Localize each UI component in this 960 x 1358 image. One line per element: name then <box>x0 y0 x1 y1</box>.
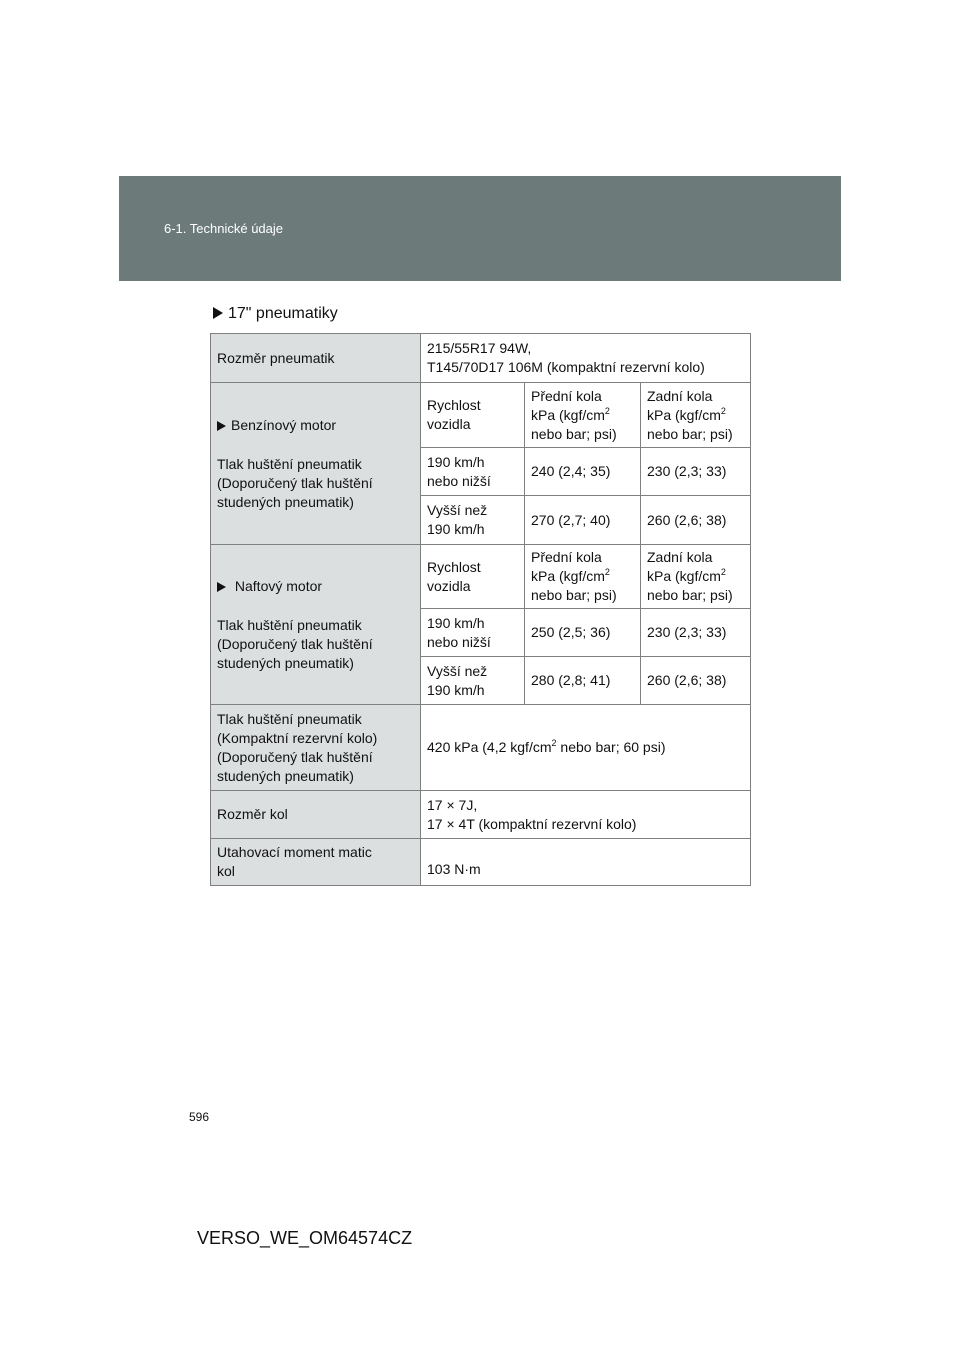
torque-label-line: kol <box>217 863 235 879</box>
front-header-line: kPa (kgf/cm <box>531 406 605 423</box>
rear-header <box>641 545 751 609</box>
spare-label-line: (Kompaktní rezervní kolo) <box>217 729 378 746</box>
spare-value-text: 420 kPa (4,2 kgf/cm <box>427 739 552 755</box>
superscript: 2 <box>604 567 610 577</box>
speed-low-line: 190 km/h <box>427 453 485 470</box>
diesel-high-rear: 260 (2,6; 38) <box>641 657 751 705</box>
pressure-label-line: Tlak huštění pneumatik <box>217 616 362 633</box>
superscript: 2 <box>551 738 557 748</box>
petrol-low-rear: 230 (2,3; 33) <box>641 448 751 496</box>
speed-high <box>421 496 525 545</box>
pressure-label-line: (Doporučený tlak huštění <box>217 635 373 652</box>
speed-high-line: Vyšší než <box>427 662 488 679</box>
superscript: 2 <box>604 405 610 416</box>
petrol-pressure-label <box>211 383 421 545</box>
speed-high-line: Vyšší než <box>427 502 488 518</box>
rear-header-line: nebo bar; psi) <box>647 587 733 603</box>
diesel-high-front: 280 (2,8; 41) <box>525 657 641 705</box>
petrol-low-front: 240 (2,4; 35) <box>525 448 641 496</box>
diesel-engine-title: Naftový motor <box>234 577 323 594</box>
header-band <box>119 176 841 281</box>
wheel-size-value <box>421 791 751 839</box>
rear-header-line: kPa (kgf/cm <box>647 568 721 584</box>
rear-header-line: Zadní kola <box>647 387 713 404</box>
tire-size-line-2: T145/70D17 106M (kompaktní rezervní kolo) <box>427 359 705 375</box>
superscript: 2 <box>720 567 726 577</box>
speed-low-line: nebo nižší <box>427 633 491 650</box>
spare-label-line: (Doporučený tlak huštění <box>217 748 373 765</box>
front-header-line: nebo bar; psi) <box>531 425 617 442</box>
speed-high-line: 190 km/h <box>427 681 485 698</box>
triangle-bullet-icon <box>217 421 226 431</box>
spare-label-line: studených pneumatik) <box>217 767 354 784</box>
rear-header-line: kPa (kgf/cm <box>647 406 721 423</box>
speed-high-line: 190 km/h <box>427 521 485 537</box>
spare-label-line: Tlak huštění pneumatik <box>217 710 362 727</box>
front-header <box>525 545 641 609</box>
table-row <box>211 839 751 886</box>
page-number: 596 <box>189 1110 210 1124</box>
triangle-bullet-icon <box>213 307 223 319</box>
table-row <box>211 705 751 791</box>
speed-header <box>421 383 525 448</box>
speed-header-line: vozidla <box>427 577 471 594</box>
front-header-line: Přední kola <box>531 549 602 565</box>
front-header <box>525 383 641 448</box>
spare-value-text: nebo bar; 60 psi) <box>556 739 666 755</box>
speed-header-line: Rychlost <box>427 558 481 575</box>
rear-header-line: Zadní kola <box>647 549 713 565</box>
speed-low-line: nebo nižší <box>427 472 491 489</box>
speed-low <box>421 448 525 496</box>
pressure-label-line: Tlak huštění pneumatik <box>217 455 362 472</box>
pressure-label-line: studených pneumatik) <box>217 493 354 510</box>
pressure-label-line: (Doporučený tlak huštění <box>217 474 373 491</box>
petrol-engine-title: Benzínový motor <box>231 416 337 433</box>
tire-spec-table <box>210 333 751 886</box>
speed-header-line: vozidla <box>427 416 471 432</box>
spare-pressure-label <box>211 705 421 791</box>
tire-size-line-1: 215/55R17 94W, <box>427 340 532 356</box>
rear-header-line: nebo bar; psi) <box>647 425 733 442</box>
table-row <box>211 334 751 383</box>
document-code: VERSO_WE_OM64574CZ <box>197 1228 413 1248</box>
subheading-text: 17" pneumatiky <box>228 305 338 322</box>
table-row <box>211 545 751 609</box>
diesel-low-front: 250 (2,5; 36) <box>525 609 641 657</box>
diesel-low-rear: 230 (2,3; 33) <box>641 609 751 657</box>
wheel-size-line: 17 × 7J, <box>427 796 478 813</box>
speed-high <box>421 657 525 705</box>
table-row <box>211 791 751 839</box>
speed-header-line: Rychlost <box>427 397 481 413</box>
front-header-line: kPa (kgf/cm <box>531 568 605 584</box>
tire-size-label: Rozměr pneumatik <box>211 334 421 383</box>
table-row <box>211 383 751 448</box>
speed-low-line: 190 km/h <box>427 614 485 631</box>
front-header-line: nebo bar; psi) <box>531 587 617 603</box>
petrol-high-front: 270 (2,7; 40) <box>525 496 641 545</box>
wheel-size-line: 17 × 4T (kompaktní rezervní kolo) <box>427 815 637 832</box>
petrol-high-rear: 260 (2,6; 38) <box>641 496 751 545</box>
rear-header <box>641 383 751 448</box>
section-title: 6-1. Technické údaje <box>164 221 284 236</box>
subheading <box>213 305 338 323</box>
triangle-bullet-icon <box>217 582 226 592</box>
wheel-size-label: Rozměr kol <box>211 791 421 839</box>
spare-pressure-value <box>421 705 751 791</box>
superscript: 2 <box>720 405 726 416</box>
torque-label-line: Utahovací moment matic <box>217 844 372 860</box>
torque-value: 103 N·m <box>421 839 751 886</box>
speed-low <box>421 609 525 657</box>
front-header-line: Přední kola <box>531 387 602 404</box>
tire-size-value <box>421 334 751 383</box>
diesel-pressure-label <box>211 545 421 705</box>
torque-label <box>211 839 421 886</box>
pressure-label-line: studených pneumatik) <box>217 654 354 671</box>
speed-header <box>421 545 525 609</box>
